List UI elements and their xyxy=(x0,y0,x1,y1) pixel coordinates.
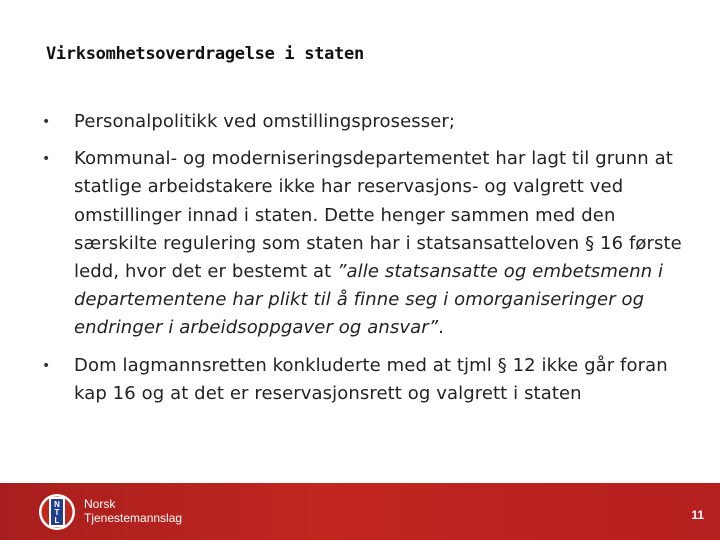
slide-title: Virksomhetsoverdragelse i staten xyxy=(46,44,364,64)
brand-name xyxy=(84,497,182,525)
bullet-icon: • xyxy=(42,114,51,130)
bullet-quote: ”alle statsansatte og embetsmenn i departementene har plikt til å finne seg i omorganiseringer og endringer i arbeidsoppgaver og ansvar” xyxy=(74,261,664,339)
bullet-text: Personalpolitikk ved omstillingsprosesser; xyxy=(74,111,456,132)
logo-letter: L xyxy=(54,516,60,525)
bullet-item xyxy=(42,352,682,408)
logo-letter: T xyxy=(54,508,60,517)
bullet-icon: • xyxy=(42,357,51,374)
logo-letter: N xyxy=(54,500,60,509)
bullet-text: Kommunal- og moderniseringsdepartementet har lagt til grunn at statlige arbeidstakere ikke har reservasjons- og valgrett ved omstillinger innad i staten. Dette henger sammen med den særskilte regulering som staten har i statsansatteloven § 16 første ledd, hvor det er bestemt at xyxy=(74,148,682,283)
brand-line: Tjenestemannslag xyxy=(84,511,183,525)
footer-band xyxy=(0,483,720,540)
brand-line: Norsk xyxy=(84,497,116,511)
bullet-list xyxy=(42,108,682,417)
ntl-logo-icon xyxy=(38,493,76,531)
bullet-icon: • xyxy=(42,151,51,168)
page-number: 11 xyxy=(691,508,704,522)
bullet-text: Dom lagmannsretten konkluderte med at tjml § 12 ikke går foran kap 16 og at det er reservasjonsrett og valgrett i staten xyxy=(74,354,668,404)
bullet-item xyxy=(42,108,682,136)
bullet-end: . xyxy=(438,317,444,339)
bullet-item xyxy=(42,145,682,342)
